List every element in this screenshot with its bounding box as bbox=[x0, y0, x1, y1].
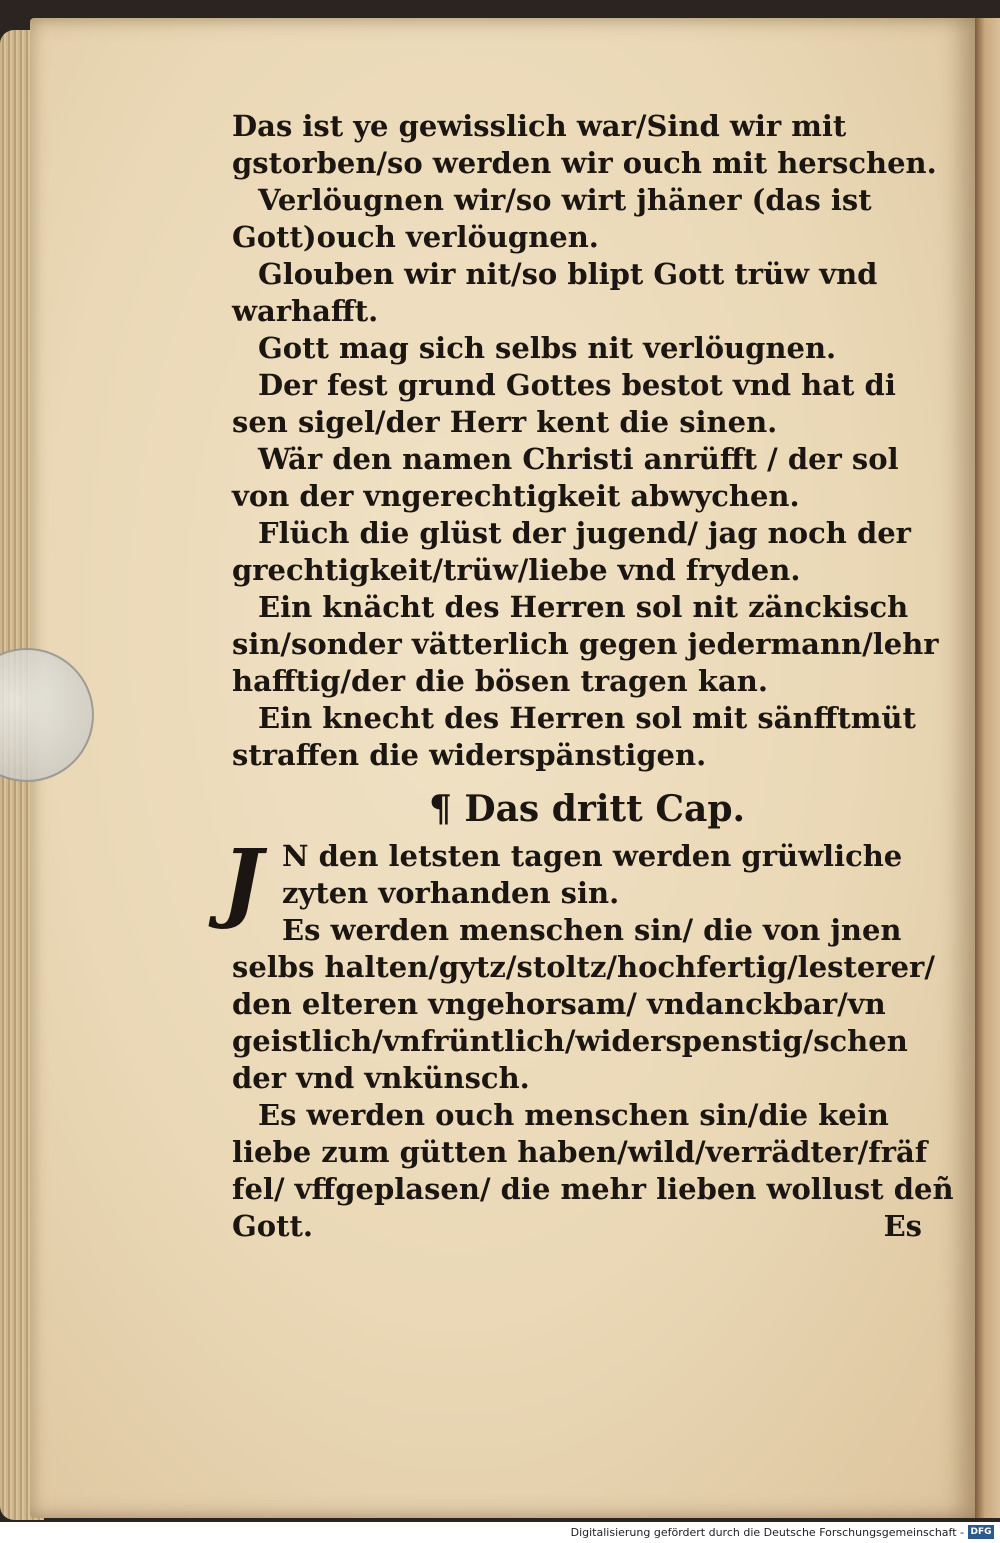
text-line: Glouben wir nit/so blipt Gott trüw vnd bbox=[258, 257, 878, 291]
page-text bbox=[222, 108, 954, 1245]
text-line: Es werden menschen sin/ die von jnen bbox=[282, 913, 902, 947]
text-line: zyten vorhanden sin. bbox=[282, 876, 620, 910]
text-line: Gott)ouch verlöugnen. bbox=[232, 220, 599, 254]
text-line: Das ist ye gewisslich war/Sind wir mit bbox=[232, 109, 847, 143]
catchword: Es bbox=[883, 1209, 922, 1243]
text-line: selbs halten/gytz/stoltz/hochfertig/lesterer/ bbox=[232, 950, 935, 984]
dfg-logo: DFG bbox=[968, 1525, 994, 1539]
text-line: sin/sonder vätterlich gegen jedermann/lehr bbox=[232, 627, 939, 661]
text-line: fel/ vffgeplasen/ die mehr lieben wollust deñ bbox=[232, 1172, 954, 1206]
text-line: Der fest grund Gottes bestot vnd hat di bbox=[258, 368, 896, 402]
text-line: Flüch die glüst der jugend/ jag noch der bbox=[258, 516, 911, 550]
text-line: von der vngerechtigkeit abwychen. bbox=[232, 479, 800, 513]
text-line: geistlich/vnfrüntlich/widerspenstig/schen bbox=[232, 1024, 908, 1058]
text-line: N den letsten tagen werden grüwliche bbox=[282, 839, 903, 873]
drop-cap: J bbox=[222, 831, 263, 932]
text-line: sen sigel/der Herr kent die sinen. bbox=[232, 405, 778, 439]
text-line: den elteren vngehorsam/ vndanckbar/vn bbox=[232, 987, 886, 1021]
text-line: hafftig/der die bösen tragen kan. bbox=[232, 664, 768, 698]
footer-credit: Digitalisierung gefördert durch die Deutsche Forschungsgemeinschaft - bbox=[570, 1526, 964, 1539]
text-line: Wär den namen Christi anrüfft / der sol bbox=[258, 442, 899, 476]
text-line: straffen die widerspänstigen. bbox=[232, 738, 707, 772]
text-line: Verlöugnen wir/so wirt jhäner (das ist bbox=[258, 183, 872, 217]
text-line: gstorben/so werden wir ouch mit herschen. bbox=[232, 146, 937, 180]
text-line: liebe zum gütten haben/wild/verrädter/fräf bbox=[232, 1135, 928, 1169]
text-line: Ein knächt des Herren sol nit zänckisch bbox=[258, 590, 909, 624]
text-line: warhafft. bbox=[232, 294, 379, 328]
chapter-heading: ¶ Das dritt Cap. bbox=[428, 788, 746, 830]
text-line: Ein knecht des Herren sol mit sänfftmüt bbox=[258, 701, 916, 735]
text-line: Gott mag sich selbs nit verlöugnen. bbox=[258, 331, 837, 365]
facing-page-edge bbox=[975, 18, 1000, 1518]
text-line-last bbox=[232, 1208, 932, 1245]
footer-bar bbox=[0, 1522, 1000, 1543]
text-line: Gott. bbox=[232, 1209, 313, 1243]
text-line: der vnd vnkünsch. bbox=[232, 1061, 530, 1095]
text-line: Es werden ouch menschen sin/die kein bbox=[258, 1098, 889, 1132]
text-line: grechtigkeit/trüw/liebe vnd fryden. bbox=[232, 553, 801, 587]
